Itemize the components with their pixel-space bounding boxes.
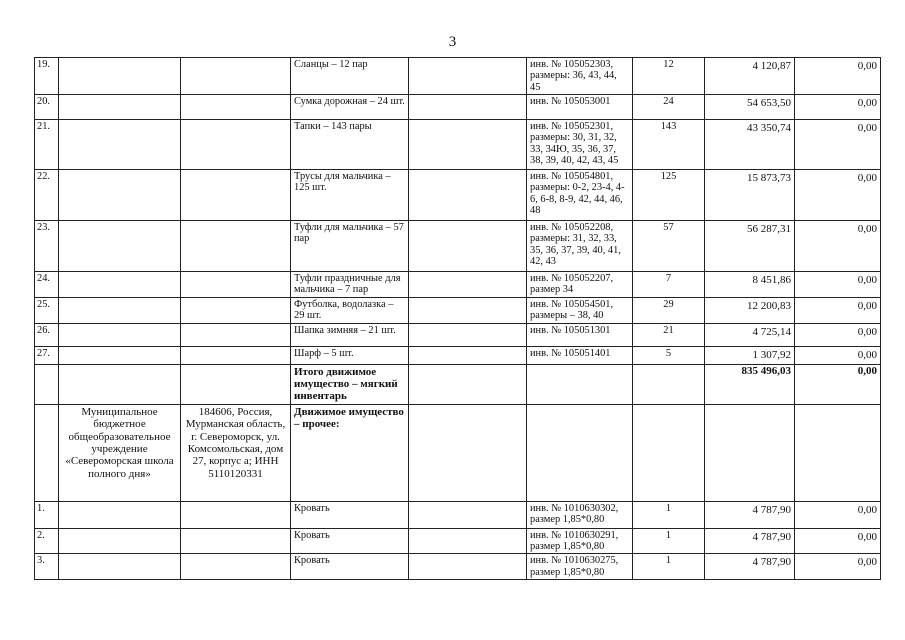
empty-cell (409, 554, 527, 580)
inventory-number: инв. № 105051401 (527, 346, 633, 364)
page-number: 3 (448, 34, 457, 50)
empty-cell (59, 120, 181, 170)
table-row (35, 323, 881, 346)
item-name: Кровать (291, 528, 409, 554)
item-name: Туфли для мальчика – 57 пар (291, 221, 409, 272)
empty-cell (181, 95, 291, 120)
book-value: 54 653,50 (705, 95, 795, 120)
empty-cell (59, 170, 181, 221)
empty-cell (59, 323, 181, 346)
empty-cell (181, 120, 291, 170)
book-value: 4 787,90 (705, 528, 795, 554)
section-title: Движимое имущество – прочее: (291, 404, 409, 501)
inventory-number: инв. № 105051301 (527, 323, 633, 346)
book-value: 4 120,87 (705, 58, 795, 95)
total-value: 835 496,03 (705, 364, 795, 404)
table-row (35, 272, 881, 298)
empty-cell (59, 346, 181, 364)
table-row (35, 528, 881, 554)
residual-value: 0,00 (795, 58, 881, 95)
institution-name: Муниципальное бюджетное общеобразовательное учреждение «Североморская школа полного дня» (59, 404, 181, 501)
table-row (35, 95, 881, 120)
item-quantity: 12 (633, 58, 705, 95)
table-row (35, 120, 881, 170)
empty-cell (181, 272, 291, 298)
empty-cell (181, 323, 291, 346)
empty-cell (409, 58, 527, 95)
row-number: 24. (35, 272, 59, 298)
residual-value: 0,00 (795, 346, 881, 364)
item-quantity: 143 (633, 120, 705, 170)
item-name: Сланцы – 12 пар (291, 58, 409, 95)
inventory-number: инв. № 1010630275, размер 1,85*0,80 (527, 554, 633, 580)
row-number: 26. (35, 323, 59, 346)
residual-value: 0,00 (795, 120, 881, 170)
row-number: 27. (35, 346, 59, 364)
table-row (35, 221, 881, 272)
empty-cell (181, 221, 291, 272)
book-value: 43 350,74 (705, 120, 795, 170)
row-number: 20. (35, 95, 59, 120)
empty-cell (59, 58, 181, 95)
residual-value: 0,00 (795, 95, 881, 120)
institution-row (35, 404, 881, 501)
item-name: Футболка, водолазка – 29 шт. (291, 297, 409, 323)
empty-cell (409, 120, 527, 170)
residual-value: 0,00 (795, 221, 881, 272)
book-value: 4 725,14 (705, 323, 795, 346)
total-residual: 0,00 (795, 364, 881, 404)
row-number: 3. (35, 554, 59, 580)
empty-cell (409, 221, 527, 272)
item-quantity: 1 (633, 528, 705, 554)
empty-cell (181, 58, 291, 95)
item-quantity: 1 (633, 554, 705, 580)
row-number: 1. (35, 501, 59, 528)
table-row (35, 170, 881, 221)
book-value: 1 307,92 (705, 346, 795, 364)
empty-cell (409, 170, 527, 221)
empty-cell (409, 501, 527, 528)
item-quantity: 24 (633, 95, 705, 120)
item-name: Тапки – 143 пары (291, 120, 409, 170)
item-name: Шарф – 5 шт. (291, 346, 409, 364)
row-number: 19. (35, 58, 59, 95)
empty-cell (409, 346, 527, 364)
empty-cell (181, 170, 291, 221)
residual-value: 0,00 (795, 297, 881, 323)
empty-cell (59, 272, 181, 298)
residual-value: 0,00 (795, 323, 881, 346)
item-name: Туфли праздничные для мальчика – 7 пар (291, 272, 409, 298)
inventory-number: инв. № 105052208, размеры: 31, 32, 33, 35, 36, 37, 39, 40, 41, 42, 43 (527, 221, 633, 272)
table-row (35, 346, 881, 364)
empty-cell (59, 528, 181, 554)
empty-cell (181, 554, 291, 580)
book-value: 12 200,83 (705, 297, 795, 323)
empty-cell (59, 221, 181, 272)
inventory-number: инв. № 105053001 (527, 95, 633, 120)
inventory-number: инв. № 105054501, размеры – 38, 40 (527, 297, 633, 323)
inventory-number: инв. № 105052207, размер 34 (527, 272, 633, 298)
empty-cell (59, 95, 181, 120)
empty-cell (181, 501, 291, 528)
book-value: 8 451,86 (705, 272, 795, 298)
table-row (35, 58, 881, 95)
book-value: 4 787,90 (705, 501, 795, 528)
book-value: 4 787,90 (705, 554, 795, 580)
empty-cell (409, 272, 527, 298)
table-row (35, 554, 881, 580)
table-row (35, 501, 881, 528)
row-number: 21. (35, 120, 59, 170)
item-name: Сумка дорожная – 24 шт. (291, 95, 409, 120)
residual-value: 0,00 (795, 501, 881, 528)
item-name: Шапка зимняя – 21 шт. (291, 323, 409, 346)
item-name: Кровать (291, 501, 409, 528)
property-table (34, 57, 881, 580)
inventory-number: инв. № 105054801, размеры: 0-2, 23-4, 4-6, 6-8, 8-9, 42, 44, 46, 48 (527, 170, 633, 221)
empty-cell (181, 297, 291, 323)
item-name: Трусы для мальчика – 125 шт. (291, 170, 409, 221)
inventory-number: инв. № 105052303, размеры: 36, 43, 44, 45 (527, 58, 633, 95)
total-row (35, 364, 881, 404)
item-quantity: 21 (633, 323, 705, 346)
row-number: 23. (35, 221, 59, 272)
institution-address: 184606, Россия, Мурманская область, г. Североморск, ул. Комсомольская, дом 27, корпус а; ИНН 5110120331 (181, 404, 291, 501)
inventory-number: инв. № 1010630302, размер 1,85*0,80 (527, 501, 633, 528)
table-row (35, 297, 881, 323)
empty-cell (59, 501, 181, 528)
item-quantity: 29 (633, 297, 705, 323)
empty-cell (181, 346, 291, 364)
row-number: 2. (35, 528, 59, 554)
book-value: 56 287,31 (705, 221, 795, 272)
row-number: 25. (35, 297, 59, 323)
empty-cell (409, 95, 527, 120)
item-name: Кровать (291, 554, 409, 580)
empty-cell (409, 528, 527, 554)
empty-cell (181, 528, 291, 554)
residual-value: 0,00 (795, 272, 881, 298)
residual-value: 0,00 (795, 170, 881, 221)
book-value: 15 873,73 (705, 170, 795, 221)
inventory-number: инв. № 105052301, размеры: 30, 31, 32, 33, 34Ю, 35, 36, 37, 38, 39, 40, 42, 43, 45 (527, 120, 633, 170)
row-number: 22. (35, 170, 59, 221)
item-quantity: 125 (633, 170, 705, 221)
item-quantity: 1 (633, 501, 705, 528)
item-quantity: 7 (633, 272, 705, 298)
inventory-number: инв. № 1010630291, размер 1,85*0,80 (527, 528, 633, 554)
empty-cell (59, 297, 181, 323)
item-quantity: 5 (633, 346, 705, 364)
residual-value: 0,00 (795, 554, 881, 580)
empty-cell (409, 297, 527, 323)
empty-cell (59, 554, 181, 580)
item-quantity: 57 (633, 221, 705, 272)
residual-value: 0,00 (795, 528, 881, 554)
total-label: Итого движимое имущество – мягкий инвентарь (291, 364, 409, 404)
empty-cell (409, 323, 527, 346)
